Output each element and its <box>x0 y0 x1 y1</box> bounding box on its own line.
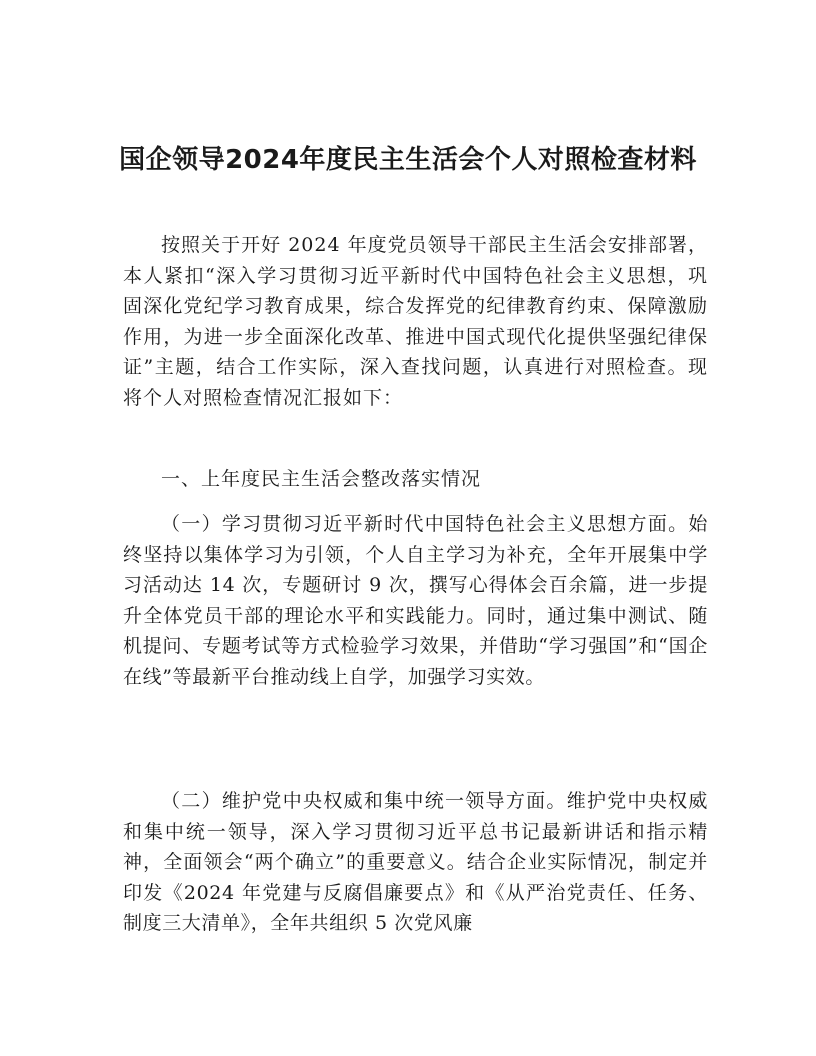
subsection-paragraph-1: （一）学习贯彻习近平新时代中国特色社会主义思想方面。始终坚持以集体学习为引领，个人自主学习为补充，全年开展集中学习活动达 14 次，专题研讨 9 次，撰写心得体会百余篇，进一步提升全体党员干部的理论水平和实践能力。同时，通过集中测试、随机提问、专题考试等方式检验学习效果，并借助“学习强国”和“国企在线”等最新平台推动线上自学，加强学习实效。 <box>123 513 708 688</box>
section-heading-1: 一、上年度民主生活会整改落实情况 <box>161 468 482 490</box>
subsection-paragraph-2: （二）维护党中央权威和集中统一领导方面。维护党中央权威和集中统一领导，深入学习贯彻习近平总书记最新讲话和指示精神，全面领会“两个确立”的重要意义。结合企业实际情况，制定并印发《2024 年党建与反腐倡廉要点》和《从严治党责任、任务、制度三大清单》，全年共组织 5 次党风廉 <box>123 790 708 934</box>
intro-paragraph: 按照关于开好 2024 年度党员领导干部民主生活会安排部署，本人紧扣“深入学习贯彻习近平新时代中国特色社会主义思想，巩固深化党纪学习教育成果，综合发挥党的纪律教育约束、保障激励作用，为进一步全面深化改革、推进中国式现代化提供坚强纪律保证”主题，结合工作实际，深入查找问题，认真进行对照检查。现将个人对照检查情况汇报如下： <box>123 234 708 409</box>
document-title: 国企领导2024年度民主生活会个人对照检查材料 <box>119 145 697 175</box>
